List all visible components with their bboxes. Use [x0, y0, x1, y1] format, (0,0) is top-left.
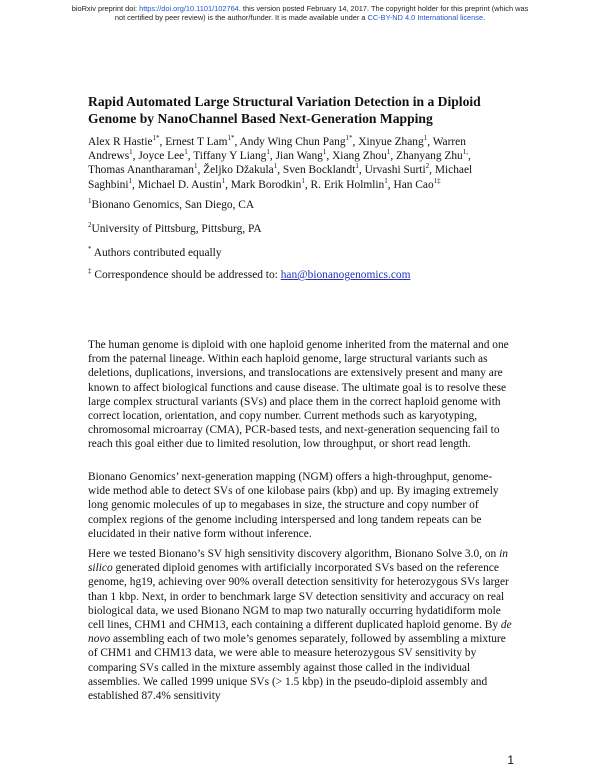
author-affiliation-mark: 1 — [129, 148, 133, 157]
author-affiliation-mark: 1 — [322, 148, 327, 157]
author-name: Michael Saghbini — [88, 164, 473, 191]
author-name: Thomas Anantharaman — [88, 164, 194, 177]
author-name: Han Cao — [393, 178, 434, 191]
paper-title: Rapid Automated Large Structural Variation Detection in a Diploid Genome by NanoChannel Based Next-Generation Mapping — [88, 94, 481, 126]
correspondence-email-link[interactable]: han@bionanogenomics.com — [280, 269, 411, 281]
abstract-paragraph-3: Here we tested Bionano’s SV high sensitivity discovery algorithm, Bionano Solve 3.0, on in silico generated diploid genomes with artificially incorporated SVs based on the reference genome, hg19, achieving over 90% overall detection sensitivity for heterozygous SVs larger than 1 kbp. Next, in order to benchmark large SV detection sensitivity and accuracy on real biological data, we used Bionano NGM to map two naturally occurring hydatidiform mole cell lines, CHM1 and CHM13, each containing a different duplicated haploid genome. By de novo assembling each of two mole’s genomes separately, followed by assembling a mixture of CHM1 and CHM13 data, we were able to measure heterozygous SV sensitivity by comparing SVs called in the mixture assembly against those called in the individual assemblies. We called 1999 unique SVs (> 1.5 kbp) in the pseudo-diploid assembly and established 87.4% sensitivity — [88, 548, 512, 703]
author-name: Michael D. Austin — [137, 178, 222, 191]
author — [138, 150, 187, 162]
author-list: Alex R Hastie$^{1*}$, Ernest T Lam$^{1*}$, Andy Wing Chun Pang$^{1*}$, Xinyue Zhang$^1$, Warren Andrews$^1$, Joyce Lee$^1$, Tiffany Y Liang$^1$, Jian Wang$^1$, Xiang Zhou$^1$, Zhanyang Zhu$^{1,}$, Thomas Anantharaman$^1$, Željko Džakula$^1$, Sven Bocklandt$^1$, Urvashi Surti$^2$, Michael Saghbini$^1$, Michael D. Austin$^1$, Mark Borodkin$^1$, R. Erik Holmlin$^1$, Han Cao$^{1\ddagger}$ — [88, 134, 473, 191]
author-affiliation-mark: 1 — [386, 148, 391, 157]
author-name: Joyce Lee — [138, 150, 185, 163]
author-name: Ernest T Lam — [165, 136, 228, 148]
page-number: 1 — [507, 753, 514, 767]
author — [276, 150, 327, 162]
author-affiliation-mark: 2 — [425, 162, 430, 171]
author-name: Zhanyang Zhu — [396, 150, 463, 163]
author-affiliation-mark: 1 — [193, 162, 198, 171]
affiliation-1: $^1$Bionano Genomics, San Diego, CA — [88, 197, 255, 211]
author-affiliation-mark: 1 — [301, 176, 305, 185]
author-affiliation-mark: 1* — [152, 134, 160, 143]
author-affiliation-mark: 1* — [345, 134, 353, 143]
author — [310, 176, 388, 191]
author-name: Željko Džakula — [203, 164, 274, 177]
author — [88, 136, 160, 148]
affiliation-2: $^2$University of Pittsburg, Pittsburg, PA — [88, 221, 262, 235]
author-name: Jian Wang — [275, 150, 323, 163]
author-affiliation-mark: 1 — [355, 162, 359, 171]
author — [332, 150, 390, 162]
doi-link[interactable]: https://doi.org/10.1101/102764 — [139, 4, 239, 13]
author-affiliation-mark: 1 — [184, 148, 188, 157]
author — [137, 176, 226, 191]
preprint-header-note — [40, 4, 560, 22]
author-name: Tiffany Y Liang — [193, 150, 267, 163]
author — [393, 176, 441, 191]
author-affiliation-mark: 1 — [128, 176, 133, 185]
author-affiliation-mark: 1 — [384, 176, 388, 185]
author-name: Xiang Zhou — [332, 150, 387, 163]
abstract-paragraph-1: The human genome is diploid with one haploid genome inherited from the maternal and one from the paternal lineage. Within each haploid genome, large structural variants such as deletions, duplications, inversions, and translocations are extensively present and many are known to affect biological functions and cause disease. The ultimate goal is to resolve these large complex structural variants (SVs) and place them in the correct haploid genome with correct location, orientation, and copy number. Current methods such as karyotyping, chromosomal microarray (CMA), PCR-based tests, and next-generation sequencing fail to reach this goal either due to limited resolution, low throughput, or short read length. — [88, 339, 509, 451]
author — [365, 164, 430, 176]
author-affiliation-mark: 1‡ — [433, 176, 441, 185]
author-name: Sven Bocklandt — [282, 164, 356, 177]
author-affiliation-mark: 1, — [462, 148, 469, 157]
author-name: Xinyue Zhang — [358, 136, 424, 148]
abstract-paragraph-2: Bionano Genomics’ next-generation mapping (NGM) offers a high-throughput, genome-wide method able to detect SVs of one kilobase pairs (kbp) and up. By imaging extremely long genomic molecules of up to megabases in size, the structure and copy number of complex regions of the genome including interspersed and long tandem repeats can be elucidated in their native form without inference. — [88, 471, 499, 540]
author-affiliation-mark: 1 — [266, 148, 270, 157]
header-line-2: not certified by peer review) is the author/funder. It is made available under a CC-BY-ND 4.0 International license. — [114, 13, 486, 22]
license-link[interactable]: CC-BY-ND 4.0 International license — [367, 13, 484, 22]
header-line-1: bioRxiv preprint doi: https://doi.org/10.1101/102764. this version posted February 14, 2017. The copyright holder for this preprint (which was — [71, 4, 529, 13]
author — [396, 150, 468, 162]
author-name: Urvashi Surti — [364, 164, 426, 177]
author-affiliation-mark: 1 — [273, 162, 278, 171]
author-name: Andy Wing Chun Pang — [239, 136, 346, 148]
author-name: Alex R Hastie — [88, 136, 153, 148]
author-name: Mark Borodkin — [230, 178, 302, 191]
author-affiliation-mark: 1* — [227, 134, 235, 143]
author-affiliation-mark: 1 — [423, 134, 428, 143]
author-affiliation-mark: 1 — [221, 176, 226, 185]
correspondence-note: ‡ Correspondence should be addressed to: han@bionanogenomics.com — [88, 267, 411, 281]
author-name: R. Erik Holmlin — [310, 178, 385, 191]
author — [240, 136, 353, 148]
author — [203, 164, 277, 176]
equal-contribution-note: * Authors contributed equally — [88, 245, 222, 259]
author — [358, 136, 427, 148]
author — [283, 164, 359, 176]
author — [165, 136, 234, 148]
author — [230, 176, 305, 191]
author — [193, 150, 270, 162]
author — [88, 164, 197, 176]
author-name: Warren Andrews — [88, 136, 466, 163]
